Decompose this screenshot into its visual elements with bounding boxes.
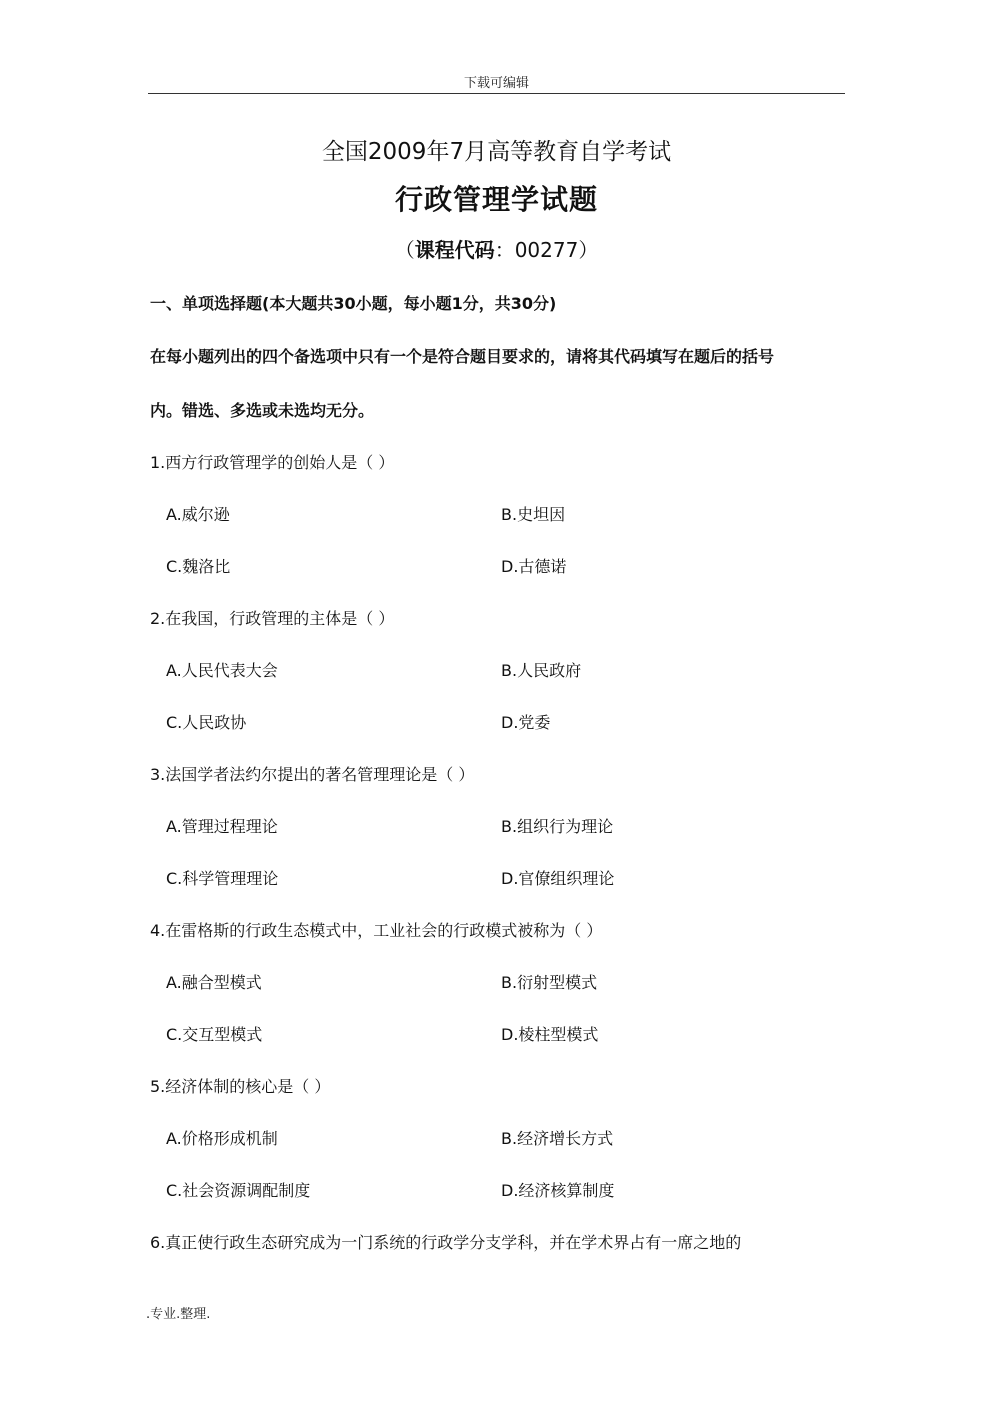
option-c: C.科学管理理论 xyxy=(166,869,279,888)
page-header: 下载可编辑 xyxy=(463,76,529,91)
option-b: B.衍射型模式 xyxy=(501,973,598,992)
course-code-label: 课程代码 xyxy=(414,238,495,262)
option-a: A.威尔逊 xyxy=(166,505,230,524)
option-c: C.魏洛比 xyxy=(166,557,231,576)
option-a: A.融合型模式 xyxy=(166,973,262,992)
option-a: A.价格形成机制 xyxy=(166,1129,278,1148)
option-c: C.人民政协 xyxy=(166,713,247,732)
course-code-value: 00277 xyxy=(514,238,579,262)
option-a: A.管理过程理论 xyxy=(166,817,278,836)
question-stem: 1.西方行政管理学的创始人是（ ） xyxy=(150,453,395,472)
option-d: D.古德诺 xyxy=(501,557,567,576)
option-b: B.史坦因 xyxy=(501,505,566,524)
option-b: B.人民政府 xyxy=(501,661,582,680)
option-b: B.组织行为理论 xyxy=(501,817,614,836)
course-code-close: ） xyxy=(578,238,599,262)
exam-title: 全国2009年7月高等教育自学考试 xyxy=(321,139,672,165)
subject-title: 行政管理学试题 xyxy=(394,183,598,216)
option-d: D.棱柱型模式 xyxy=(501,1025,599,1044)
option-d: D.经济核算制度 xyxy=(501,1181,615,1200)
question-stem: 3.法国学者法约尔提出的著名管理理论是（ ） xyxy=(150,765,475,784)
option-d: D.官僚组织理论 xyxy=(501,869,615,888)
question-stem: 5.经济体制的核心是（ ） xyxy=(150,1077,331,1096)
instruction-line-1: 在每小题列出的四个备选项中只有一个是符合题目要求的，请将其代码填写在题后的括号 xyxy=(150,347,775,366)
question-stem: 4.在雷格斯的行政生态模式中，工业社会的行政模式被称为（ ） xyxy=(150,921,603,940)
course-code-sep: ： xyxy=(494,238,515,262)
section-title: 一、单项选择题(本大题共30小题，每小题1分，共30分) xyxy=(150,294,557,313)
question-stem: 6.真正使行政生态研究成为一门系统的行政学分支学科，并在学术界占有一席之地的 xyxy=(150,1233,742,1252)
question-stem: 2.在我国，行政管理的主体是（ ） xyxy=(150,609,395,628)
option-b: B.经济增长方式 xyxy=(501,1129,614,1148)
instruction-line-2: 内。错选、多选或未选均无分。 xyxy=(150,401,375,420)
course-code-open: （ xyxy=(394,238,415,262)
option-a: A.人民代表大会 xyxy=(166,661,278,680)
option-d: D.党委 xyxy=(501,713,551,732)
page-footer: .专业.整理. xyxy=(146,1307,211,1322)
course-code xyxy=(0,234,993,263)
header-rule xyxy=(148,93,845,94)
option-c: C.交互型模式 xyxy=(166,1025,263,1044)
option-c: C.社会资源调配制度 xyxy=(166,1181,311,1200)
